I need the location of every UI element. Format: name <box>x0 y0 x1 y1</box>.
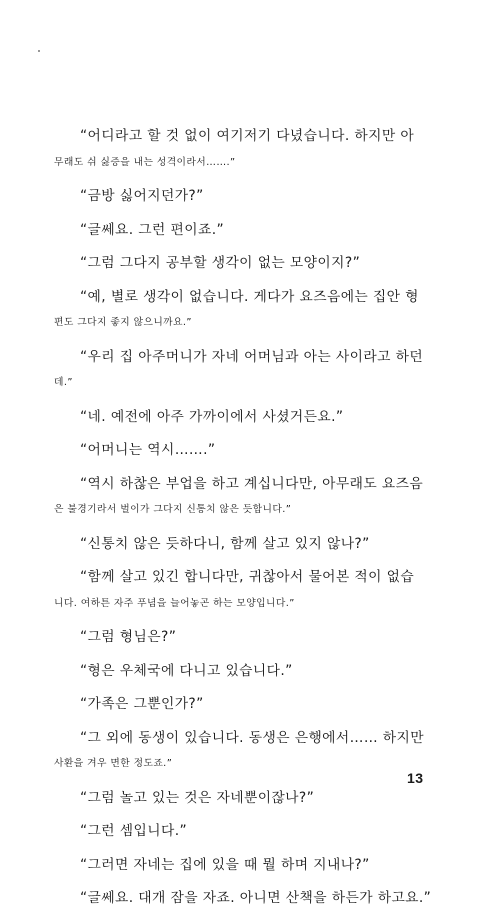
text-line: “그러면 자네는 집에 있을 때 뭘 하며 지내나?” <box>80 856 370 873</box>
text-line: 데.” <box>54 377 73 388</box>
paragraph <box>67 658 445 685</box>
text-line: “어디라고 할 것 없이 여기저기 다녔습니다. 하지만 아 <box>80 128 415 144</box>
text-line: “신통치 않은 듯하다니, 함께 살고 있지 않나?” <box>80 535 370 552</box>
text-line: “그럼 형님은?” <box>80 629 177 645</box>
paragraph <box>67 183 445 210</box>
paragraph <box>54 564 445 617</box>
paragraph <box>67 217 445 244</box>
page-number: 13 <box>407 770 424 786</box>
text-line: 사환을 겨우 면한 정도죠.” <box>54 758 173 769</box>
paragraph <box>67 785 445 812</box>
text-line: “글쎄요. 대개 잠을 자죠. 아니면 산책을 하든가 하고요.” <box>80 890 432 906</box>
text-line: “금방 싫어지던가?” <box>80 188 204 204</box>
text-line: “그런 셈입니다.” <box>80 823 188 839</box>
text-line: “그 외에 동생이 있습니다. 동생은 은행에서…… 하지만 <box>80 729 424 746</box>
paragraph <box>67 691 445 718</box>
page-speck <box>38 50 40 52</box>
text-line: “그럼 그다지 공부할 생각이 없는 모양이지?” <box>80 255 361 271</box>
paragraph <box>67 624 445 651</box>
paragraph <box>54 123 445 176</box>
text-line: “역시 하찮은 부업을 하고 계십니다만, 아무래도 요즈음 <box>80 475 424 492</box>
text-line: 무래도 쉬 싫증을 내는 성격이라서…….” <box>54 156 236 168</box>
paragraph <box>67 437 445 464</box>
text-line: “그럼 놀고 있는 것은 자네뿐이잖나?” <box>80 789 315 806</box>
paragraph <box>67 250 445 277</box>
paragraph <box>67 885 445 912</box>
paragraph <box>54 344 445 397</box>
paragraph <box>67 531 445 558</box>
text-line: 편도 그다지 좋지 않으니까요.” <box>54 317 192 328</box>
text-line: “네. 예전에 아주 가까이에서 사셨거든요.” <box>80 408 344 425</box>
text-line: “가족은 그뿐인가?” <box>80 696 204 712</box>
paragraph <box>54 471 445 524</box>
text-line: 은 불경기라서 벌이가 그다지 신통치 않은 듯합니다.” <box>54 504 292 515</box>
paragraph <box>67 818 445 845</box>
text-line: 니다. 여하튼 자주 푸념을 늘어놓곤 하는 모양입니다.” <box>54 597 295 609</box>
text-line: “어머니는 역시…….” <box>80 442 216 458</box>
body-text <box>54 123 445 919</box>
text-line: “글쎄요. 그런 편이죠.” <box>80 221 225 238</box>
text-line: “예, 별로 생각이 없습니다. 게다가 요즈음에는 집안 형 <box>80 288 419 305</box>
text-line: “우리 집 아주머니가 자네 어머님과 아는 사이라고 하던 <box>80 348 424 365</box>
paragraph <box>67 404 445 431</box>
paragraph <box>67 852 445 879</box>
paragraph <box>54 284 445 337</box>
paragraph <box>54 725 445 778</box>
text-line: “형은 우체국에 다니고 있습니다.” <box>80 662 293 679</box>
text-line: “함께 살고 있긴 합니다만, 귀찮아서 물어본 적이 없습 <box>80 569 415 585</box>
